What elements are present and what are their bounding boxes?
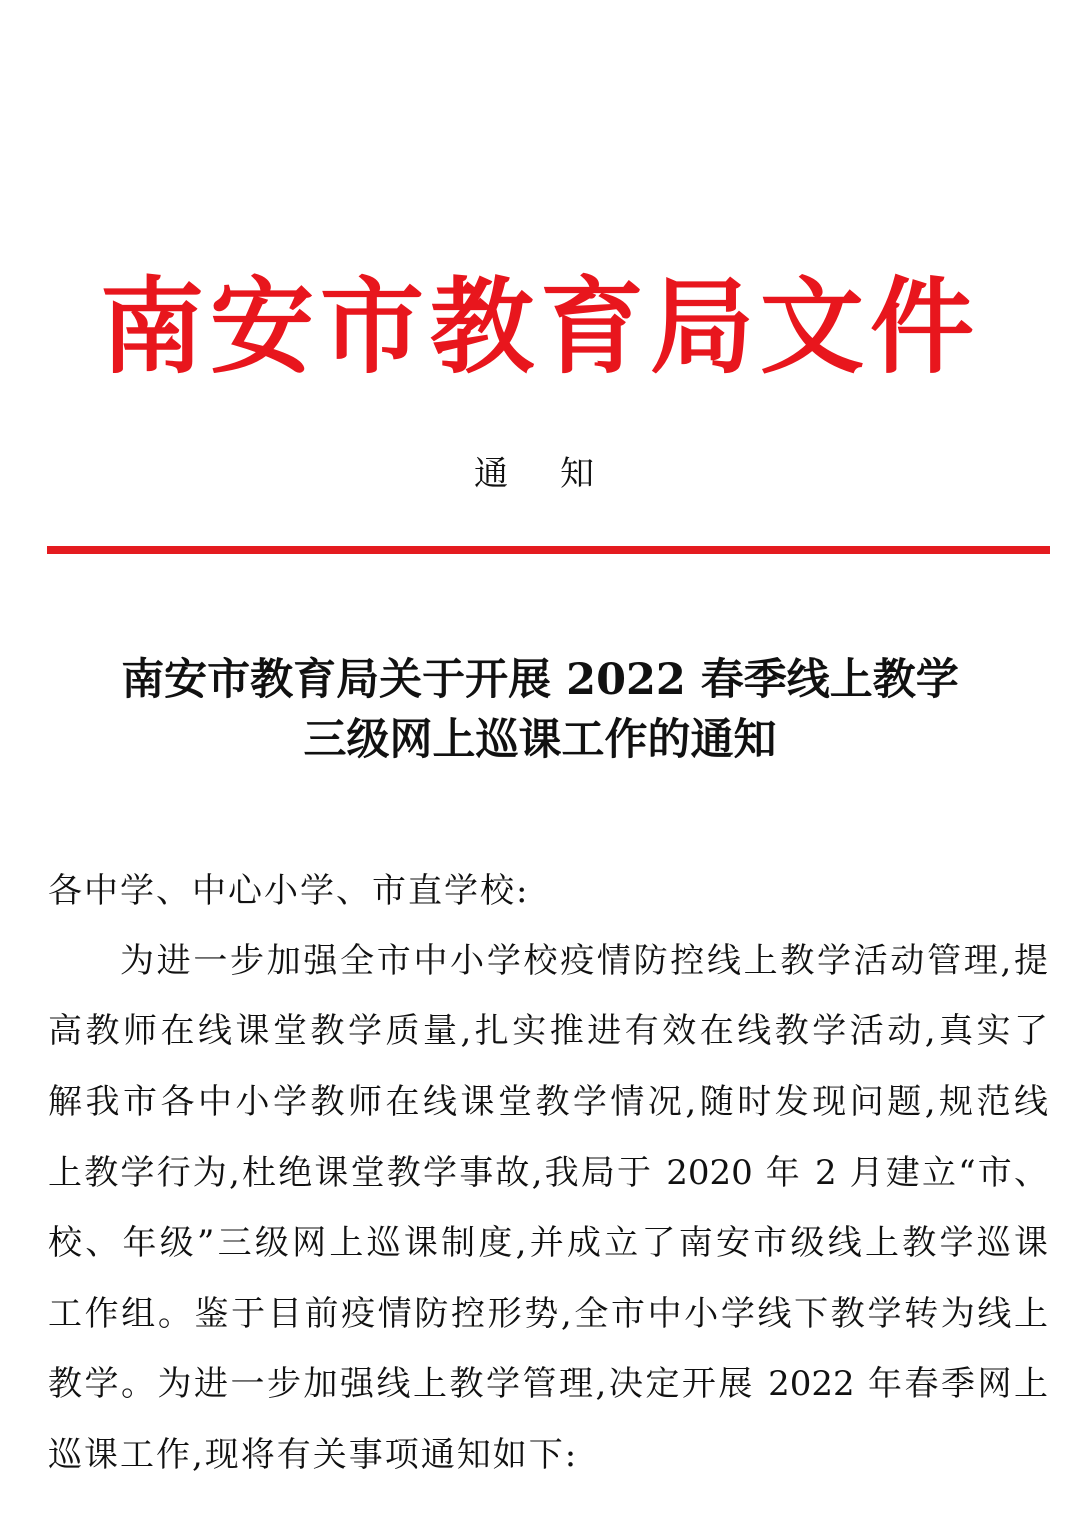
body-line-7: 教学。为进一步加强线上教学管理,决定开展 2022 年春季网上: [48, 1364, 1048, 1404]
body-line-3: 解我市各中小学教师在线课堂教学情况,随时发现问题,规范线: [48, 1082, 1048, 1122]
body-line-5: 校、年级”三级网上巡课制度,并成立了南安市级线上教学巡课: [48, 1223, 1048, 1263]
document-type-label: 通知: [474, 454, 646, 494]
red-divider-rule: [47, 546, 1050, 554]
headline-line-2: 三级网上巡课工作的通知: [303, 715, 777, 765]
body-line-8: 巡课工作,现将有关事项通知如下:: [48, 1435, 579, 1475]
document-headline: [40, 650, 1040, 770]
body-line-2: 高教师在线课堂教学质量,扎实推进有效在线教学活动,真实了: [48, 1011, 1048, 1051]
body-line-4: 上教学行为,杜绝课堂教学事故,我局于 2020 年 2 月建立“市、: [48, 1153, 1048, 1193]
body-line-6: 工作组。鉴于目前疫情防控形势,全市中小学线下教学转为线上: [48, 1294, 1048, 1334]
salutation: 各中学、中心小学、市直学校:: [48, 871, 530, 911]
body-line-1: 为进一步加强全市中小学校疫情防控线上教学活动管理,提: [120, 941, 1048, 981]
masthead-title: 南安市教育局文件: [99, 265, 980, 388]
headline-line-1: 南安市教育局关于开展 2022 春季线上教学: [121, 655, 959, 705]
